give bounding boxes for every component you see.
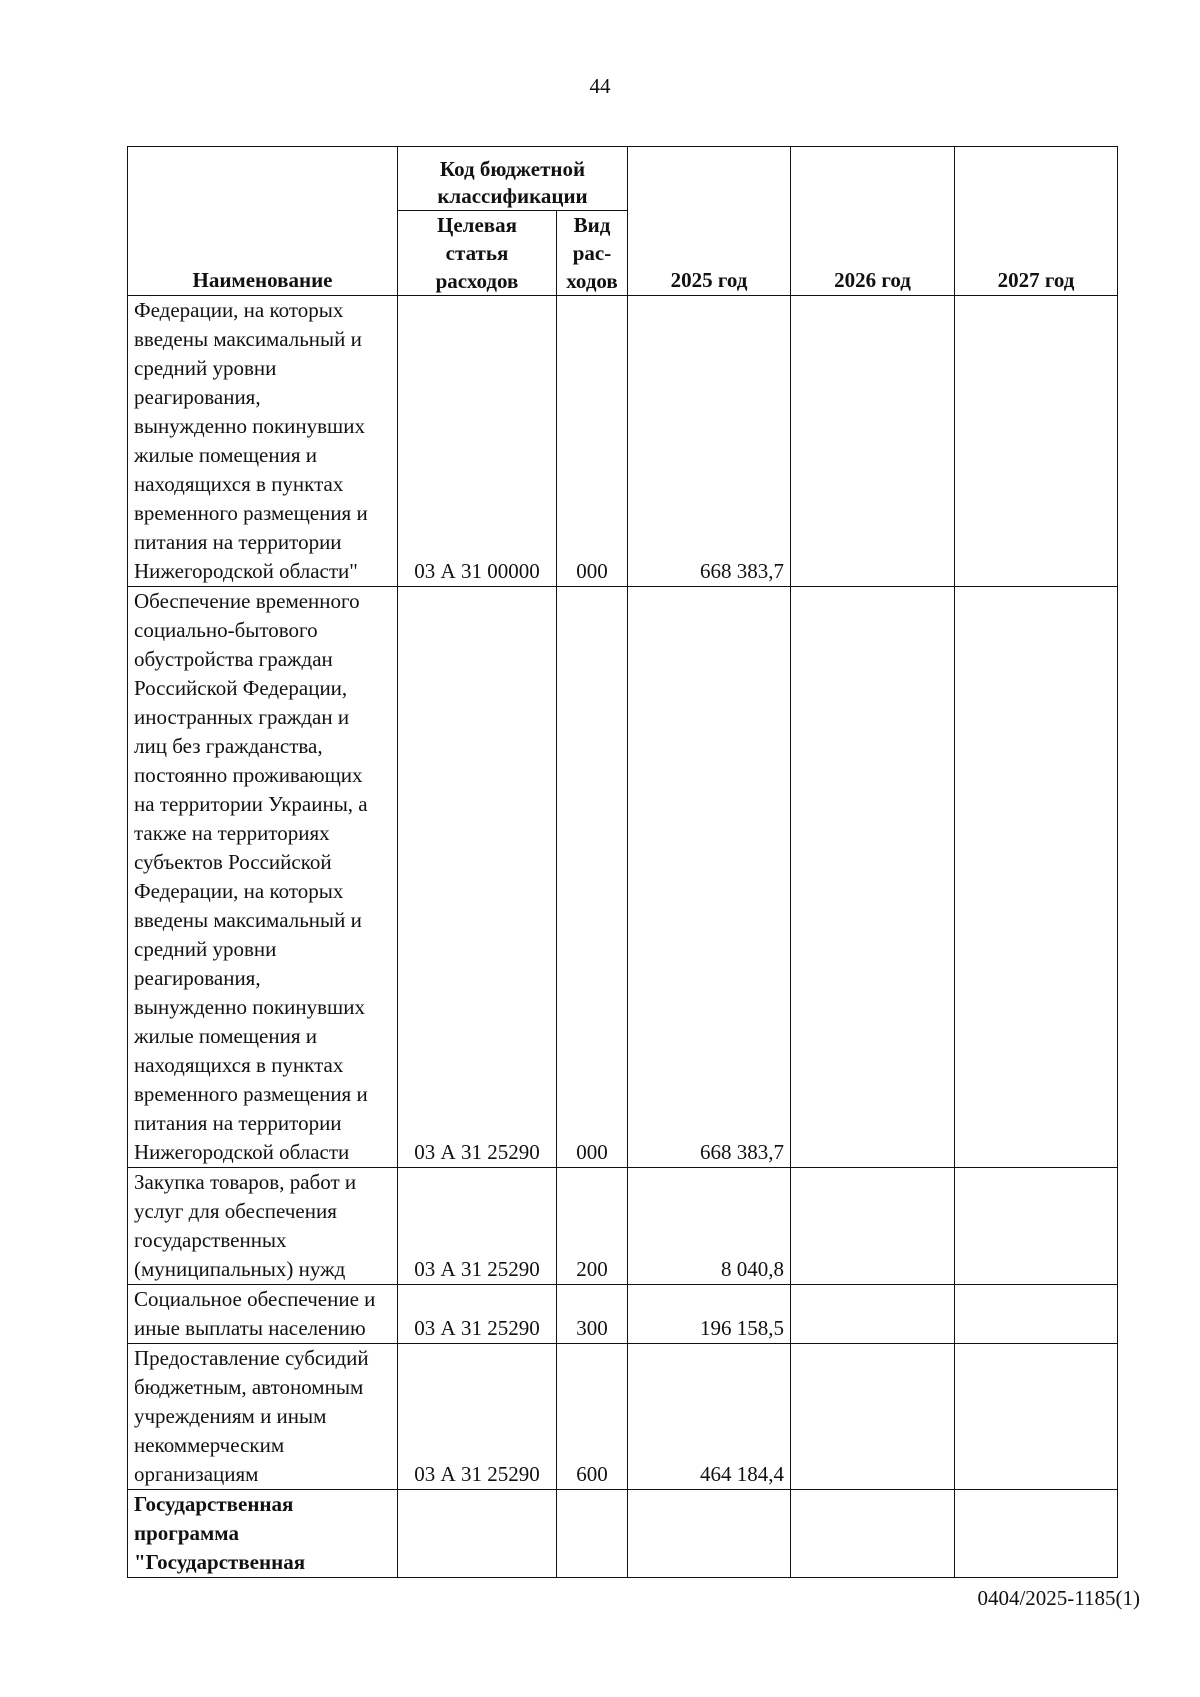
row-kind: 600	[557, 1344, 628, 1490]
header-code-group: Код бюджетной классификации	[398, 147, 628, 211]
row-2025: 196 158,5	[628, 1285, 791, 1344]
row-kind: 000	[557, 296, 628, 587]
row-2025: 8 040,8	[628, 1168, 791, 1285]
header-2025: 2025 год	[628, 147, 791, 296]
row-kind: 200	[557, 1168, 628, 1285]
row-2025: 668 383,7	[628, 296, 791, 587]
header-2027: 2027 год	[955, 147, 1118, 296]
table-row	[128, 587, 1118, 1168]
row-name: Закупка товаров, работ и услуг для обеспечения государственных (муниципальных) нужд	[134, 1170, 357, 1281]
row-name: Предоставление субсидий бюджетным, автономным учреждениям и иным некоммерческим организациям	[134, 1346, 369, 1486]
row-2027	[955, 587, 1118, 1168]
row-kind: 000	[557, 587, 628, 1168]
header-expense-kind: Вид рас- ходов	[557, 211, 628, 296]
page-number: 44	[589, 74, 611, 98]
row-2026	[791, 296, 955, 587]
row-kind: 300	[557, 1285, 628, 1344]
row-2027	[955, 1344, 1118, 1490]
row-name: Федерации, на которых введены максимальный и средний уровни реагирования, вынужденно покинувших жилые помещения и находящихся в пунктах временного размещения и питания на территории Нижегородской области"	[134, 298, 368, 583]
header-name: Наименование	[128, 147, 398, 296]
header-2026: 2026 год	[791, 147, 955, 296]
row-code: 03 А 31 25290	[398, 1168, 557, 1285]
table-row	[128, 1168, 1118, 1285]
header-target-article: Целевая статья расходов	[398, 211, 557, 296]
row-2026	[791, 1285, 955, 1344]
row-name: Социальное обеспечение и иные выплаты населению	[134, 1287, 376, 1340]
budget-table	[127, 146, 1118, 1578]
row-2026	[791, 1490, 955, 1578]
row-2026	[791, 587, 955, 1168]
row-name: Государственная программа "Государственная	[134, 1492, 306, 1574]
row-2026	[791, 1168, 955, 1285]
table-row	[128, 1490, 1118, 1578]
row-name: Обеспечение временного социально-бытового обустройства граждан Российской Федерации, иностранных граждан и лиц без гражданства, постоянно проживающих на территории Украины, а также на территориях субъектов Российской Федерации, на которых введены максимальный и средний уровни реагирования, вынужденно покинувших жилые помещения и находящихся в пунктах временного размещения и питания на территории Нижегородской области	[134, 589, 368, 1164]
row-code: 03 А 31 00000	[398, 296, 557, 587]
row-2027	[955, 296, 1118, 587]
row-kind	[557, 1490, 628, 1578]
row-2027	[955, 1168, 1118, 1285]
row-code: 03 А 31 25290	[398, 1344, 557, 1490]
row-2027	[955, 1285, 1118, 1344]
row-code: 03 А 31 25290	[398, 1285, 557, 1344]
row-code	[398, 1490, 557, 1578]
table-row	[128, 1344, 1118, 1490]
document-code: 0404/2025-1185(1)	[977, 1586, 1140, 1610]
row-2025: 464 184,4	[628, 1344, 791, 1490]
row-2027	[955, 1490, 1118, 1578]
table-row	[128, 1285, 1118, 1344]
table-row	[128, 296, 1118, 587]
row-code: 03 А 31 25290	[398, 587, 557, 1168]
row-2025	[628, 1490, 791, 1578]
row-2026	[791, 1344, 955, 1490]
row-2025: 668 383,7	[628, 587, 791, 1168]
